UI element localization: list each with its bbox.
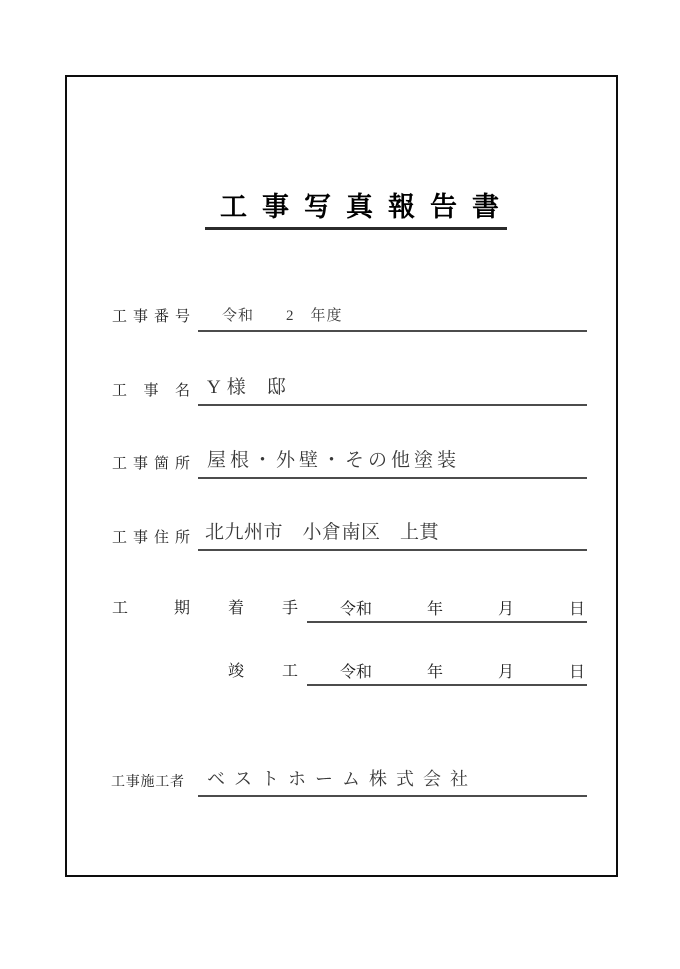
- document-title: 工事写真報告書: [205, 193, 507, 230]
- field-contractor: [198, 761, 587, 797]
- label-construction-location: 工事箇所: [112, 455, 190, 472]
- value-construction-location: 屋根・外壁・その他塗装: [207, 450, 461, 471]
- label-construction-name: 工事名: [112, 382, 190, 399]
- label-period-start: 着手: [228, 600, 298, 617]
- period-end-era: 令和: [340, 664, 373, 681]
- period-end-day-suffix: 日: [568, 664, 585, 681]
- field-period-end-date: [307, 658, 587, 686]
- value-construction-number: 令和 2 年度: [222, 308, 343, 324]
- period-start-day-suffix: 日: [568, 601, 585, 618]
- value-construction-name: Y 様 邸: [207, 377, 287, 398]
- field-construction-address: [198, 515, 587, 551]
- value-contractor: ベストホーム株式会社: [207, 769, 477, 789]
- label-contractor: 工事施工者: [111, 773, 184, 789]
- period-start-year-suffix: 年: [426, 601, 443, 618]
- label-construction-period: 工期: [112, 600, 190, 617]
- period-end-year-suffix: 年: [426, 664, 443, 681]
- period-start-month-suffix: 月: [497, 601, 514, 618]
- field-construction-location: [198, 443, 587, 479]
- field-construction-name: [198, 370, 587, 406]
- label-construction-number: 工事番号: [112, 308, 190, 325]
- value-construction-address: 北九州市 小倉南区 上貫: [205, 522, 440, 543]
- period-end-month-suffix: 月: [497, 664, 514, 681]
- label-construction-address: 工事住所: [112, 529, 190, 546]
- field-construction-number: [198, 302, 587, 332]
- period-start-era: 令和: [340, 601, 373, 618]
- field-period-start-date: [307, 595, 587, 623]
- label-period-end: 竣工: [228, 663, 298, 680]
